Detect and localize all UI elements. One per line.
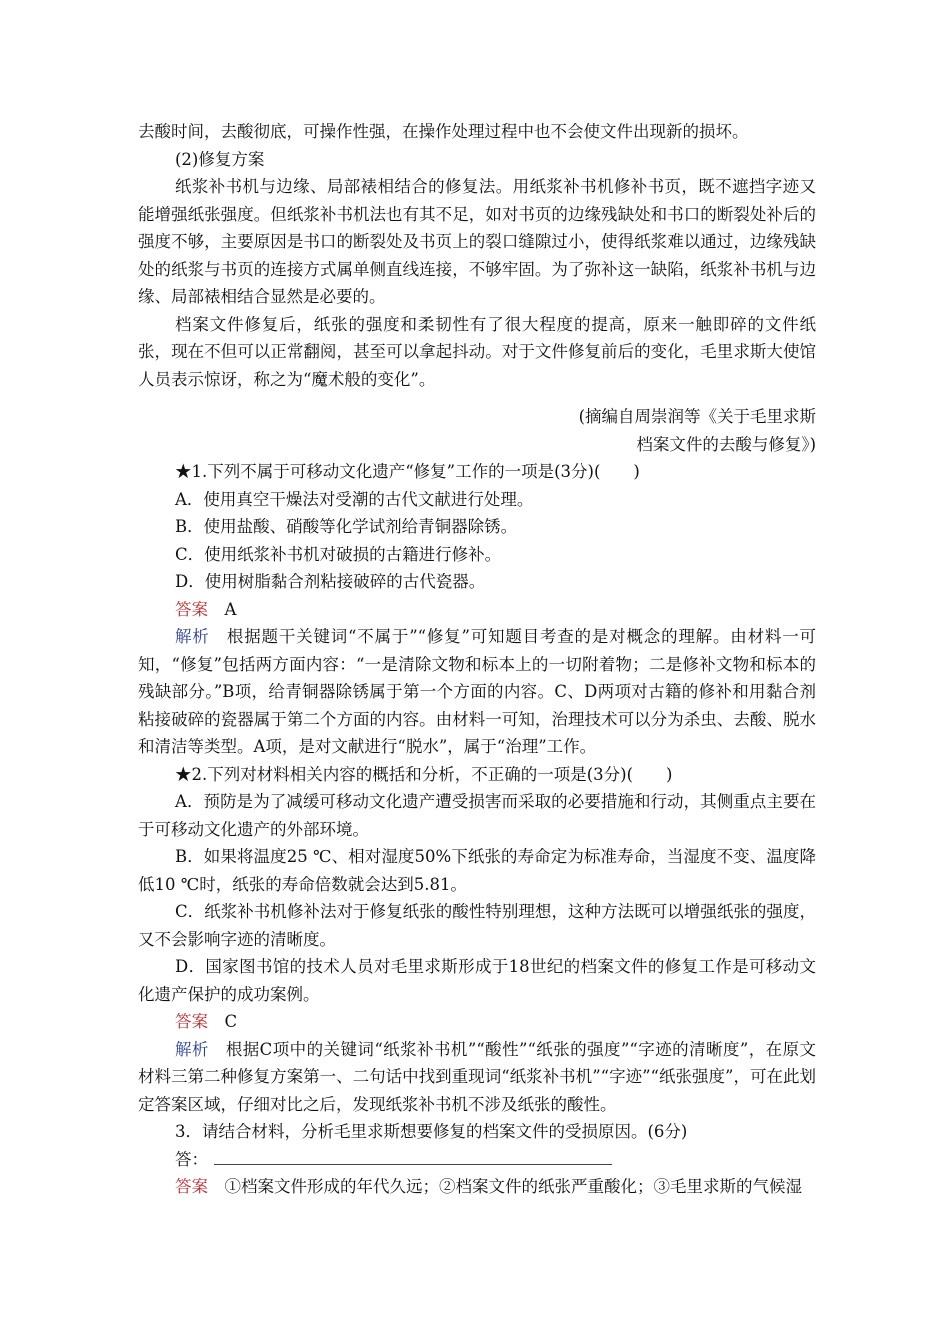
question-2-option-d: D．国家图书馆的技术人员对毛里求斯形成于18世纪的档案文件的修复工作是可移动文化遗产保护的成功案例。 xyxy=(138,957,816,1004)
question-2-option-a: A．预防是为了减缓可移动文化遗产遭受损害而采取的必要措施和行动，其侧重点主要在于可移动文化遗产的外部环境。 xyxy=(138,792,816,839)
question-3-stem: 3．请结合材料，分析毛里求斯想要修复的档案文件的受损原因。(6分) xyxy=(175,1122,688,1141)
question-1-option-d: D．使用树脂黏合剂粘接破碎的古代瓷器。 xyxy=(175,572,486,591)
question-1-option-b: B．使用盐酸、硝酸等化学试剂给青铜器除锈。 xyxy=(175,517,518,536)
question-2-option-c: C．纸浆补书机修补法对于修复纸张的酸性特别理想，这种方法既可以增强纸张的强度，又不会影响字迹的清晰度。 xyxy=(138,902,816,949)
question-1-option-c: C．使用纸浆补书机对破损的古籍进行修补。 xyxy=(175,544,502,564)
answer-value: C xyxy=(224,1012,238,1031)
answer-value: A xyxy=(224,599,237,619)
paragraph-repair-plan: 纸浆补书机与边缘、局部裱相结合的修复法。用纸浆补书机修补书页，既不遮挡字迹又能增强纸张强度。但纸浆补书机法也有其不足，如对书页的边缘残缺处和书口的断裂处补后的强度不够，主要原因是书口的断裂处及书页上的裂口缝隙过小，使得纸浆难以通过，边缘残缺处的纸浆与书页的连接方式属单侧直线连接，不够牢固。为了弥补这一缺陷，纸浆补书机与边缘、局部裱相结合显然是必要的。 xyxy=(138,177,816,306)
question-2-stem: ★2.下列对材料相关内容的概括和分析，不正确的一项是(3分)( ) xyxy=(175,764,673,784)
answer-label: 答案 xyxy=(175,1177,208,1196)
paragraph-repair-result: 档案文件修复后，纸张的强度和柔韧性有了很大程度的提高，原来一触即碎的文件纸张，现在不但可以正常翻阅，甚至可以拿起抖动。对于文件修复前后的变化，毛里求斯大使馆人员表示惊讶，称之为“魔术般的变化”。 xyxy=(138,314,816,389)
question-2-analysis xyxy=(138,1036,816,1119)
question-1-option-a: A．使用真空干燥法对受潮的古代文献进行处理。 xyxy=(175,489,534,509)
answer-blank[interactable] xyxy=(214,1150,612,1165)
document-body xyxy=(138,118,816,1201)
question-1-analysis xyxy=(138,623,816,761)
question-2-option-b: B．如果将温度25 ℃、相对湿度50%下纸张的寿命定为标准寿命，当湿度不变、温度降低10 ℃时，纸张的寿命倍数就会达到5.81。 xyxy=(138,847,816,894)
analysis-label: 解析 xyxy=(175,627,210,646)
answer-prefix: 答： xyxy=(175,1149,208,1169)
source-citation-line2: 档案文件的去酸与修复》) xyxy=(636,434,816,454)
question-1-stem: ★1.下列不属于可移动文化遗产“修复”工作的一项是(3分)( ) xyxy=(175,462,640,481)
analysis-label: 解析 xyxy=(175,1039,209,1059)
question-3-answer-line xyxy=(138,1146,816,1174)
answer-text: ①档案文件形成的年代久远；②档案文件的纸张严重酸化；③毛里求斯的气候湿 xyxy=(224,1177,802,1196)
answer-label: 答案 xyxy=(175,599,208,619)
question-3-answer xyxy=(138,1173,816,1201)
analysis-text: 根据C项中的关键词“纸浆补书机”“酸性”“纸张的强度”“字迹的清晰度”，在原文材料三第二种修复方案第一、二句话中找到重现词“纸浆补书机”“字迹”“纸张强度”，可在此划定答案区域，仔细对比之后，发现纸浆补书机不涉及纸张的酸性。 xyxy=(138,1039,817,1114)
answer-label: 答案 xyxy=(175,1012,208,1031)
source-citation-line1: (摘编自周崇润等《关于毛里求斯 xyxy=(578,407,816,426)
paragraph-continued: 去酸时间，去酸彻底，可操作性强，在操作处理过程中也不会使文件出现新的损坏。 xyxy=(138,122,749,141)
question-1-answer xyxy=(138,596,816,624)
section-heading: (2)修复方案 xyxy=(175,149,265,169)
analysis-text: 根据题干关键词“不属于”“修复”可知题目考查的是对概念的理解。由材料一可知，“修复”包括两方面内容：“一是清除文物和标本上的一切附着物；二是修补文物和标本的残缺部分。”B项，给青铜器除锈属于第一个方面的内容。C、D两项对古籍的修补和用黏合剂粘接破碎的瓷器属于第二个方面的内容。由材料一可知，治理技术可以分为杀虫、去酸、脱水和清洁等类型。A项，是对文献进行“脱水”，属于“治理”工作。 xyxy=(138,627,817,756)
question-2-answer xyxy=(138,1008,816,1036)
